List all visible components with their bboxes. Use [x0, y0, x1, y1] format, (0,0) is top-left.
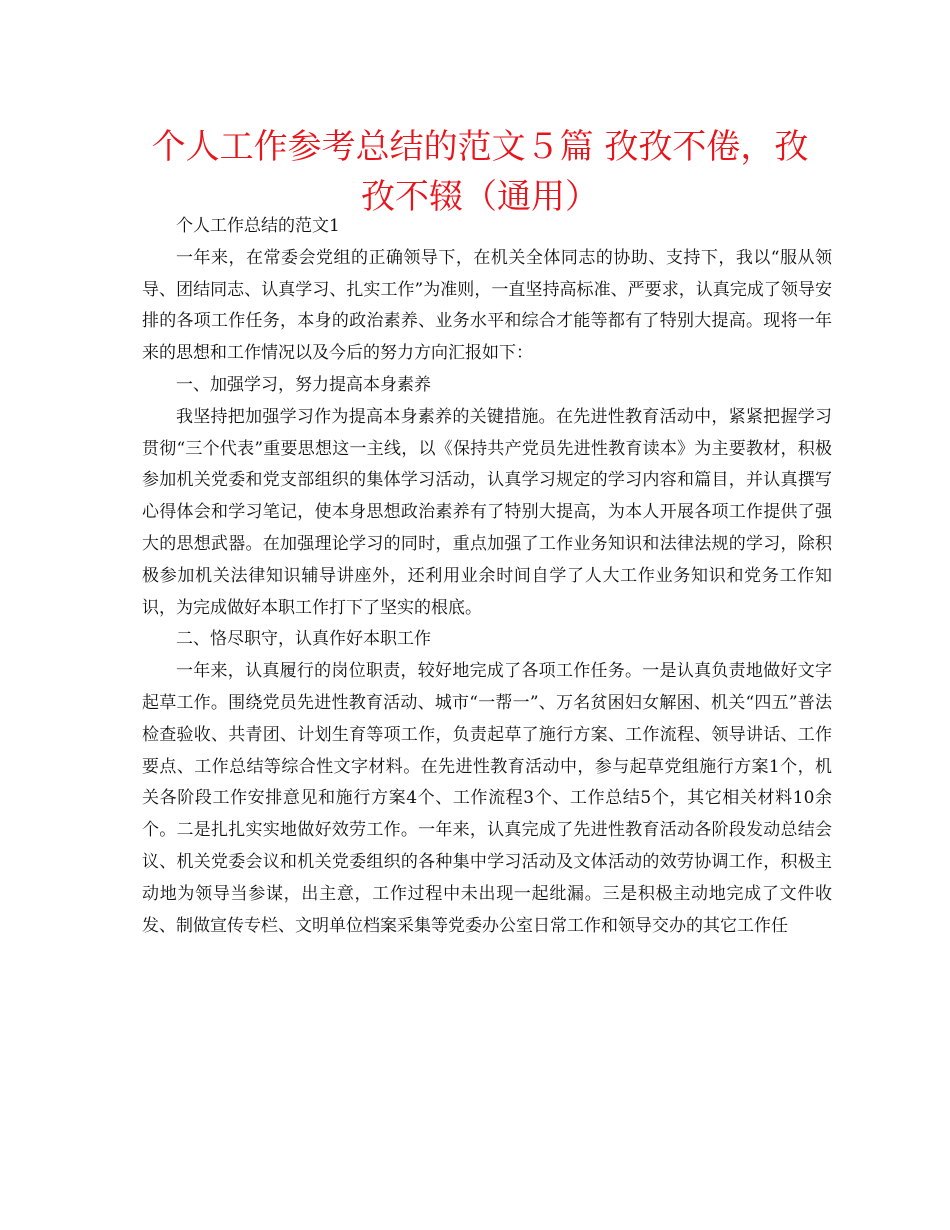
document-title: 个人工作参考总结的范文５篇 孜孜不倦，孜孜不辍（通用） [151, 127, 809, 217]
body-paragraph: 一年来，在常委会党组的正确领导下，在机关全体同志的协助、支持下，我以“服从领导、团结同志、认真学习、扎实工作”为准则，一直坚持高标准、严要求，认真完成了领导安排的各项工作任务，本身的政治素养、业务水平和综合才能等都有了特别大提高。现将一年来的思想和工作情况以及今后的努力方向汇报如下： [142, 247, 832, 364]
section-heading: 二、恪尽职守，认真作好本职工作 [176, 629, 431, 650]
body-paragraph: 我坚持把加强学习作为提高本身素养的关键措施。在先进性教育活动中，紧紧把握学习贯彻“三个代表”重要思想这一主线，以《保持共产党员先进性教育读本》为主要教材，积极参加机关党委和党支部组织的集体学习活动，认真学习规定的学习内容和篇目，并认真撰写心得体会和学习笔记，使本身思想政治素养有了特别大提高，为本人开展各项工作提供了强大的思想武器。在加强理论学习的同时，重点加强了工作业务知识和法律法规的学习，除积极参加机关法律知识辅导讲座外，还利用业余时间自学了人大工作业务知识和党务工作知识，为完成做好本职工作打下了坚实的根底。 [142, 406, 832, 618]
section-heading: 个人工作总结的范文1 [176, 216, 340, 236]
body-paragraph: 一年来，认真履行的岗位职责，较好地完成了各项工作任务。一是认真负责地做好文字起草工作。围绕党员先进性教育活动、城市“一帮一”、万名贫困妇女解困、机关“四五”普法检查验收、共青团、计划生育等项工作，负责起草了施行方案、工作流程、领导讲话、工作要点、工作总结等综合性文字材料。在先进性教育活动中，参与起草党组施行方案1个，机关各阶段工作安排意见和施行方案4个、工作流程3个、工作总结5个，其它相关材料10余个。二是扎扎实实地做好效劳工作。一年来，认真完成了先进性教育活动各阶段发动总结会议、机关党委会议和机关党委组织的各种集中学习活动及文体活动的效劳协调工作，积极主动地为领导当参谋，出主意，工作过程中未出现一起纰漏。三是积极主动地完成了文件收发、制做宣传专栏、文明单位档案采集等党委办公室日常工作和领导交办的其它工作任 [142, 661, 832, 936]
section-heading: 一、加强学习，努力提高本身素养 [176, 374, 431, 395]
document-body [142, 211, 832, 942]
